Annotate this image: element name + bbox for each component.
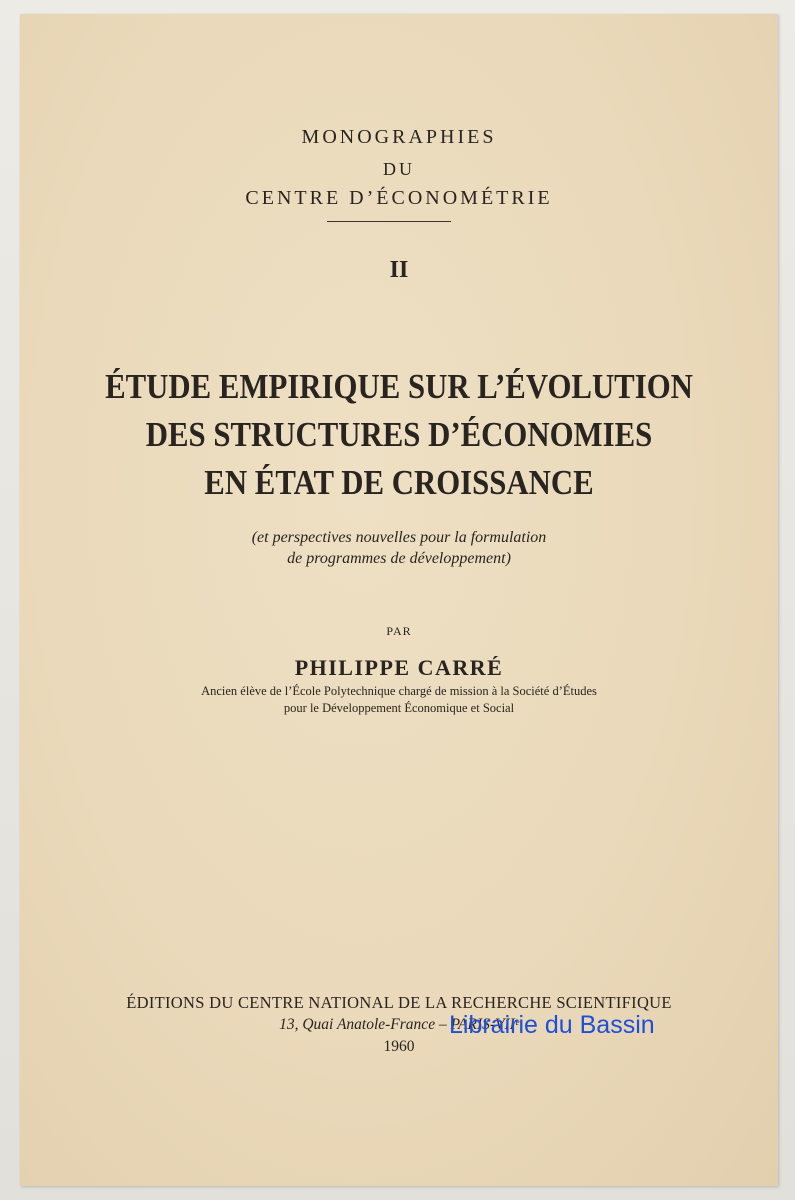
- title-line-3: EN ÉTAT DE CROISSANCE: [204, 463, 594, 502]
- publication-year: 1960: [383, 1038, 415, 1055]
- volume-number: II: [389, 257, 409, 283]
- publisher-name: ÉDITIONS DU CENTRE NATIONAL DE LA RECHERCHE SCIENTIFIQUE: [126, 993, 672, 1012]
- by-label: PAR: [386, 624, 412, 638]
- title-line-1: ÉTUDE EMPIRIQUE SUR L’ÉVOLUTION: [105, 367, 693, 406]
- bookseller-watermark: Librairie du Bassin: [449, 1011, 655, 1039]
- author-name: PHILIPPE CARRÉ: [294, 655, 504, 680]
- subtitle-line-2: de programmes de développement): [287, 550, 511, 567]
- divider-rule: [327, 221, 451, 222]
- series-title-line-1: MONOGRAPHIES: [301, 126, 497, 148]
- affiliation-line-2: pour le Développement Économique et Social: [283, 701, 515, 715]
- book-cover: [20, 14, 778, 1186]
- series-title-line-2: DU: [383, 159, 415, 179]
- publisher-address: 13, Quai Anatole-France – PARIS-VIIᵉ: [279, 1016, 519, 1033]
- affiliation-line-1: Ancien élève de l’École Polytechnique chargé de mission à la Société d’Études: [201, 684, 597, 698]
- title-line-2: DES STRUCTURES D’ÉCONOMIES: [145, 415, 653, 454]
- series-title-line-3: CENTRE D’ÉCONOMÉTRIE: [245, 187, 553, 209]
- subtitle-line-1: (et perspectives nouvelles pour la formulation: [251, 529, 547, 546]
